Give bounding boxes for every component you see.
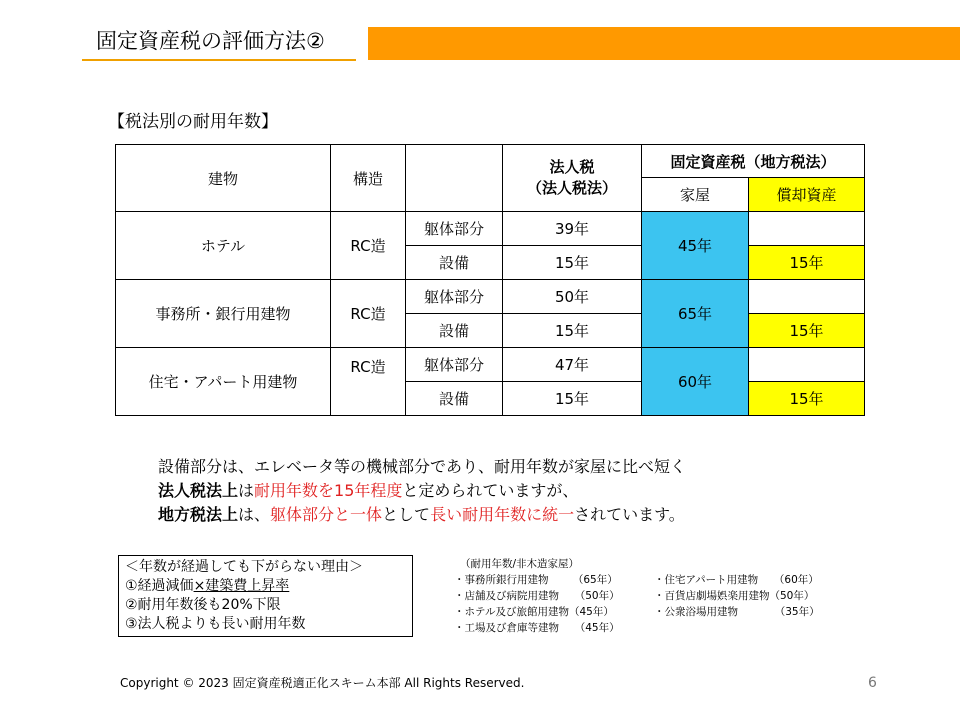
part-cell: 躯体部分 [406, 212, 503, 246]
structure-cell: RC造 [331, 348, 406, 416]
depreciable-empty-cell [749, 280, 865, 314]
title-underline [82, 59, 356, 61]
section-heading: 【税法別の耐用年数】 [108, 112, 278, 132]
building-name: 事務所・銀行用建物 [116, 280, 331, 348]
reference-grid [454, 572, 854, 636]
header-corporate-tax-line2: （法人税法） [526, 179, 617, 197]
useful-life-table [115, 144, 865, 416]
title-accent-bar [368, 27, 960, 60]
reasons-box [118, 555, 413, 637]
explanation-line-2 [158, 479, 686, 503]
reason-item-1-underlined: ×建築費上昇率 [193, 578, 290, 594]
explanation-text [158, 455, 686, 527]
reason-item-1 [125, 577, 412, 596]
part-cell: 設備 [406, 246, 503, 280]
reference-item: ・ホテル及び旅館用建物（45年） [454, 606, 614, 618]
page-number: 6 [868, 675, 877, 691]
reference-item: ・百貨店劇場娯楽用建物（50年） [654, 590, 815, 602]
depreciable-years-cell: 15年 [749, 314, 865, 348]
header-corporate-tax-line1: 法人税 [549, 158, 595, 176]
corp-years-cell: 15年 [503, 246, 642, 280]
reason-item-1-prefix: ①経過減価 [125, 578, 194, 594]
header-structure: 構造 [331, 145, 406, 212]
table-row [116, 212, 865, 246]
header-building: 建物 [116, 145, 331, 212]
depreciable-years-cell: 15年 [749, 382, 865, 416]
copyright-footer: Copyright © 2023 固定資産税適正化スキーム本部 All Rights Reserved. [120, 676, 525, 690]
house-years-cell: 60年 [642, 348, 749, 416]
part-cell: 躯体部分 [406, 280, 503, 314]
table-row [116, 348, 865, 382]
building-name: ホテル [116, 212, 331, 280]
text-fragment: と定められていますが、 [402, 481, 579, 500]
highlight-15-years: 耐用年数を15年程度 [254, 481, 403, 500]
structure-cell: RC造 [331, 280, 406, 348]
corp-tax-law-label: 法人税法上 [158, 481, 239, 500]
building-name: 住宅・アパート用建物 [116, 348, 331, 416]
reference-item: ・公衆浴場用建物 （35年） [654, 606, 820, 618]
structure-cell: RC造 [331, 212, 406, 280]
header-house: 家屋 [642, 178, 749, 212]
part-cell: 設備 [406, 382, 503, 416]
depreciable-empty-cell [749, 212, 865, 246]
reason-item-2: ②耐用年数後も20%下限 [125, 597, 281, 613]
table-header-row [116, 145, 865, 178]
reason-item-3: ③法人税よりも長い耐用年数 [125, 616, 306, 632]
reference-item: ・工場及び倉庫等建物 （45年） [454, 622, 620, 634]
text-fragment: は [238, 481, 255, 500]
explanation-line-3 [158, 503, 686, 527]
table-row [116, 280, 865, 314]
header-corporate-tax [503, 145, 642, 212]
reference-item: ・事務所銀行用建物 （65年） [454, 574, 618, 586]
depreciable-years-cell: 15年 [749, 246, 865, 280]
reference-item: ・住宅アパート用建物 （60年） [654, 574, 819, 586]
part-cell: 躯体部分 [406, 348, 503, 382]
house-years-cell: 45年 [642, 212, 749, 280]
highlight-unified-body: 躯体部分と一体 [270, 505, 383, 524]
text-fragment: されています。 [574, 505, 685, 524]
text-fragment: として [382, 505, 431, 524]
corp-years-cell: 15年 [503, 382, 642, 416]
corp-years-cell: 47年 [503, 348, 642, 382]
corp-years-cell: 39年 [503, 212, 642, 246]
corp-years-cell: 15年 [503, 314, 642, 348]
depreciable-empty-cell [749, 348, 865, 382]
part-cell: 設備 [406, 314, 503, 348]
highlight-long-life: 長い耐用年数に統一 [430, 505, 575, 524]
text-fragment: は、 [238, 505, 271, 524]
explanation-line-1: 設備部分は、エレベータ等の機械部分であり、耐用年数が家屋に比べ短く [158, 457, 687, 476]
corp-years-cell: 50年 [503, 280, 642, 314]
reference-item: ・店舗及び病院用建物 （50年） [454, 590, 620, 602]
header-part [406, 145, 503, 212]
reasons-title: ＜年数が経過しても下がらない理由＞ [125, 559, 363, 575]
reference-list [454, 556, 854, 636]
reference-title: （耐用年数/非木造家屋） [460, 558, 580, 570]
header-fixed-asset-tax: 固定資産税（地方税法） [642, 145, 865, 178]
slide-title: 固定資産税の評価方法② [96, 29, 325, 53]
local-tax-law-label: 地方税法上 [158, 505, 239, 524]
header-depreciable: 償却資産 [749, 178, 865, 212]
house-years-cell: 65年 [642, 280, 749, 348]
